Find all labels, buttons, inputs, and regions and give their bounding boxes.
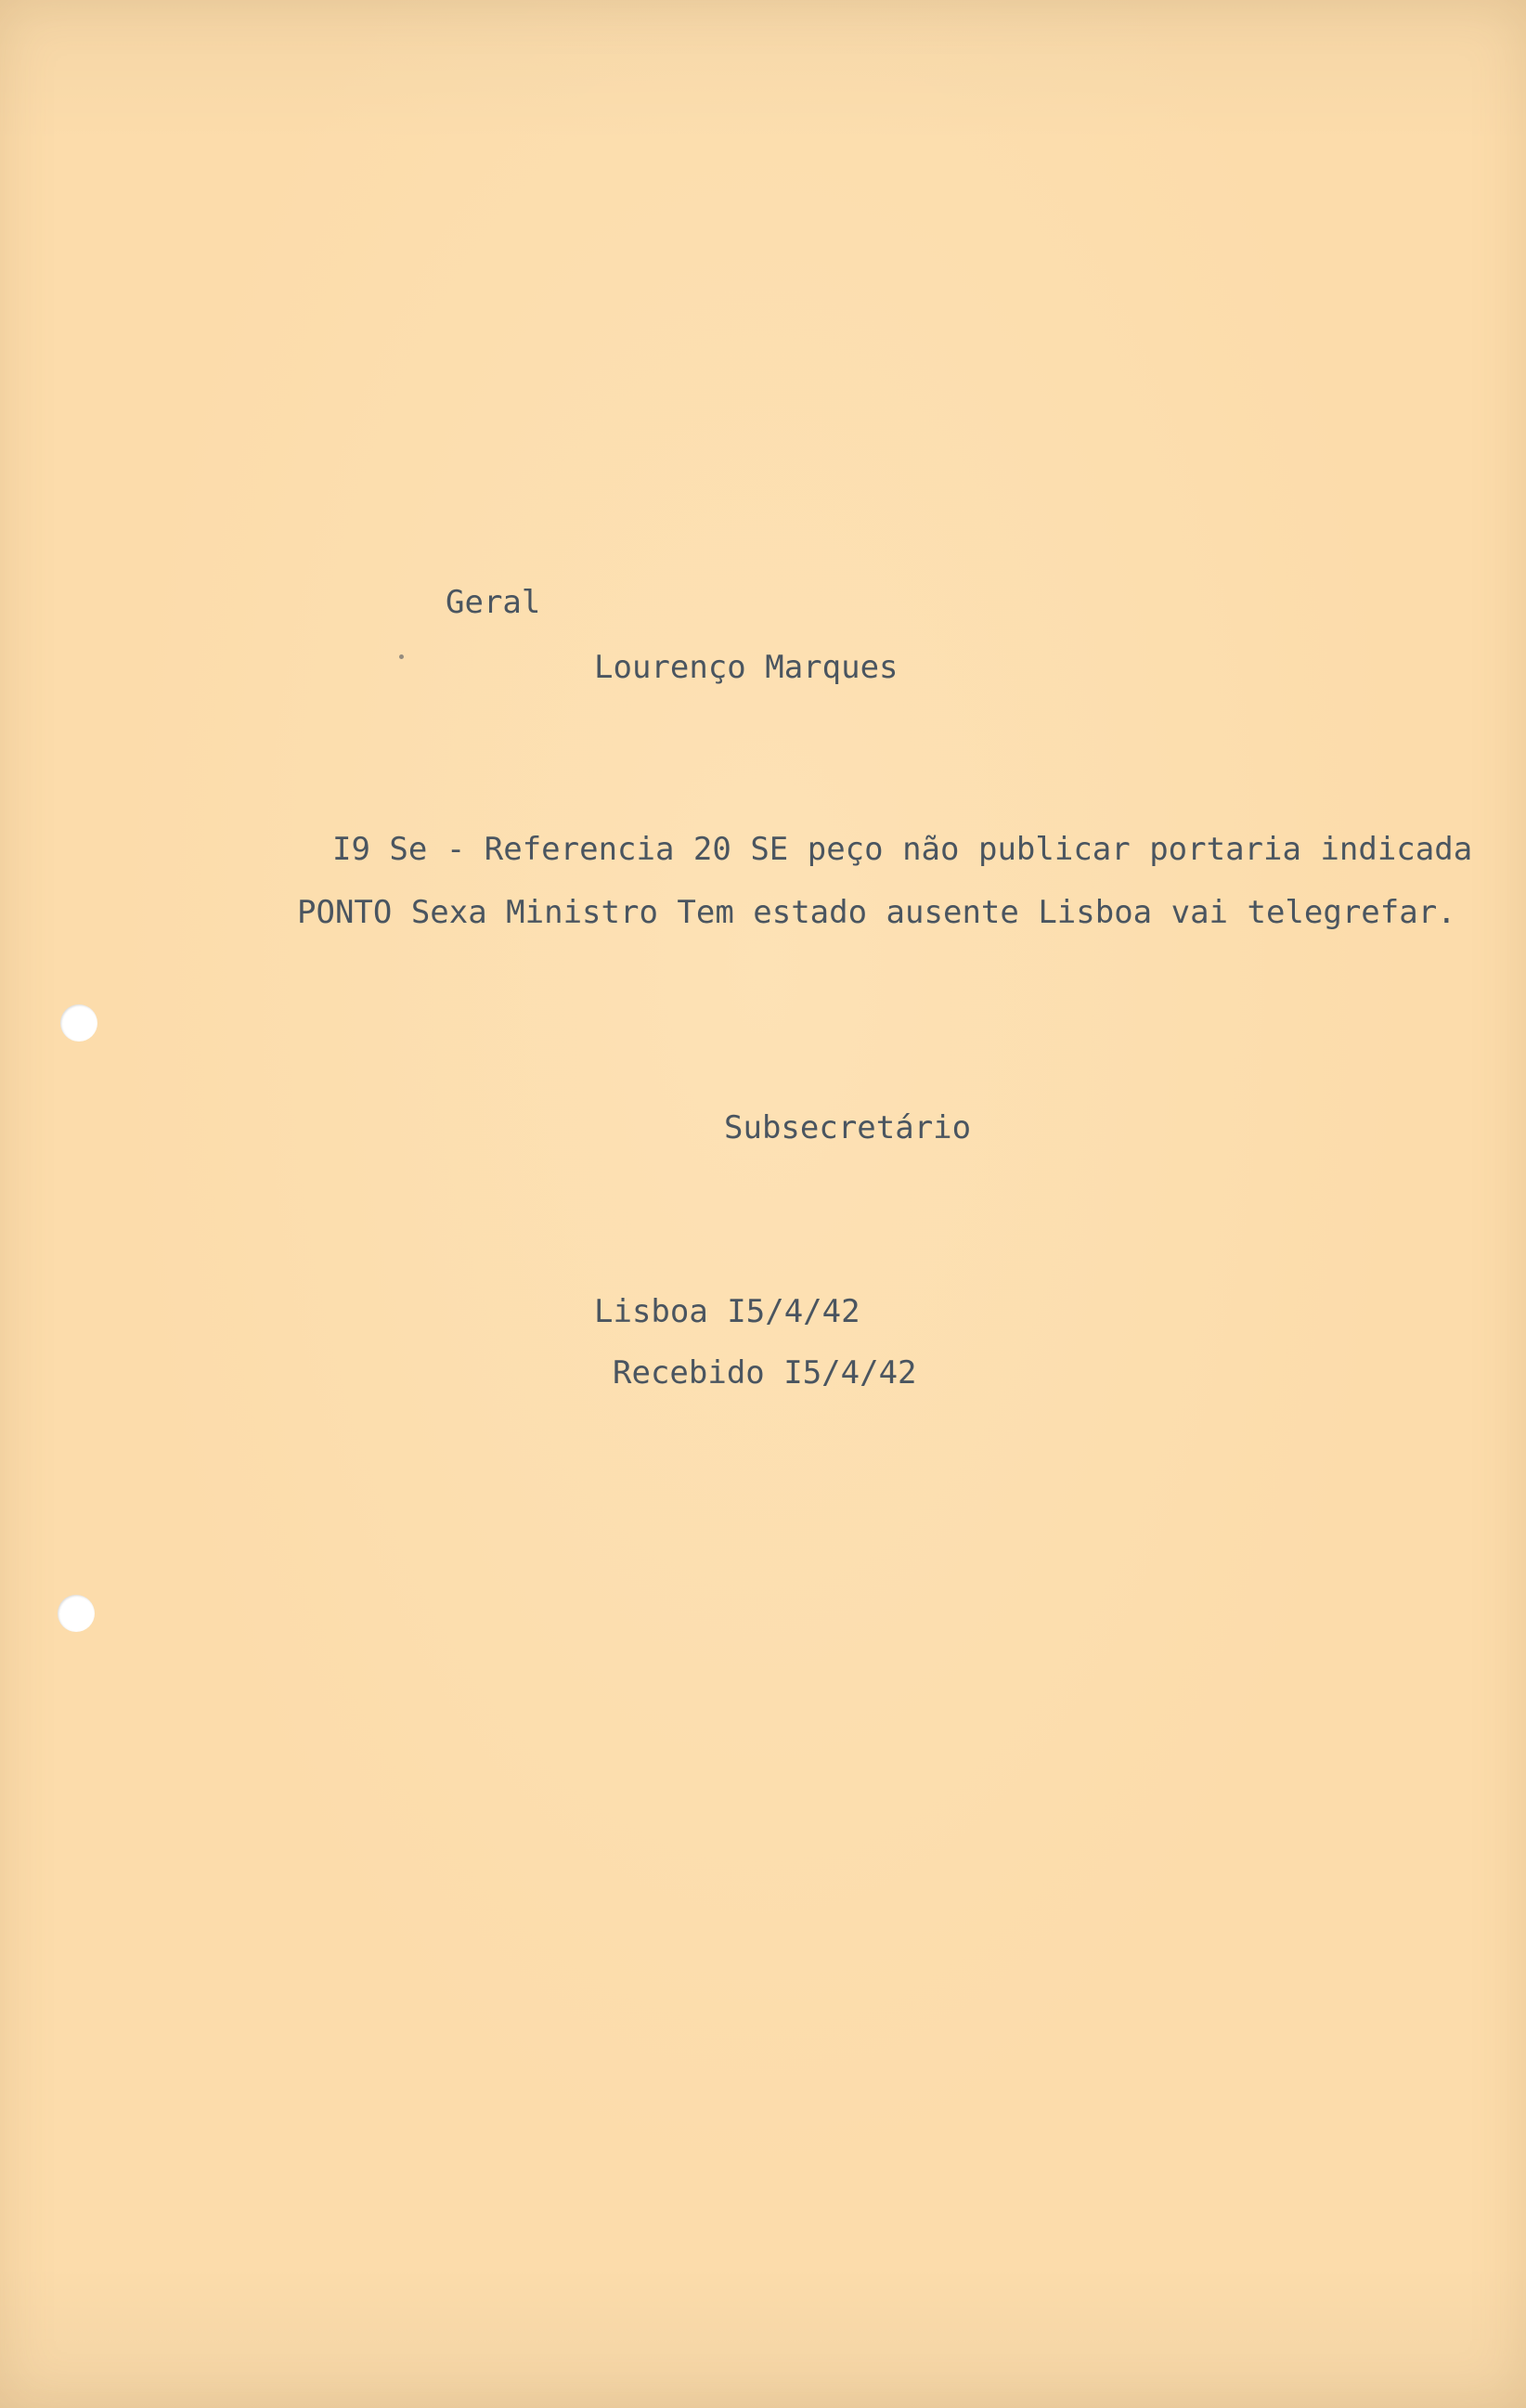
- message-line-1: I9 Se - Referencia 20 SE peço não publicar portaria indicada: [332, 831, 1473, 868]
- punch-hole: [58, 1595, 95, 1632]
- place-date-line: Lisboa I5/4/42: [594, 1293, 860, 1330]
- punch-hole: [60, 1004, 97, 1042]
- ink-speck: [399, 654, 404, 659]
- signature-line: Subsecretário: [724, 1109, 972, 1146]
- recipient-line: Lourenço Marques: [594, 649, 899, 686]
- message-line-2: PONTO Sexa Ministro Tem estado ausente Lisboa vai telegrefar.: [297, 894, 1456, 931]
- received-date-line: Recebido I5/4/42: [613, 1354, 917, 1392]
- heading-line: Geral: [446, 584, 541, 621]
